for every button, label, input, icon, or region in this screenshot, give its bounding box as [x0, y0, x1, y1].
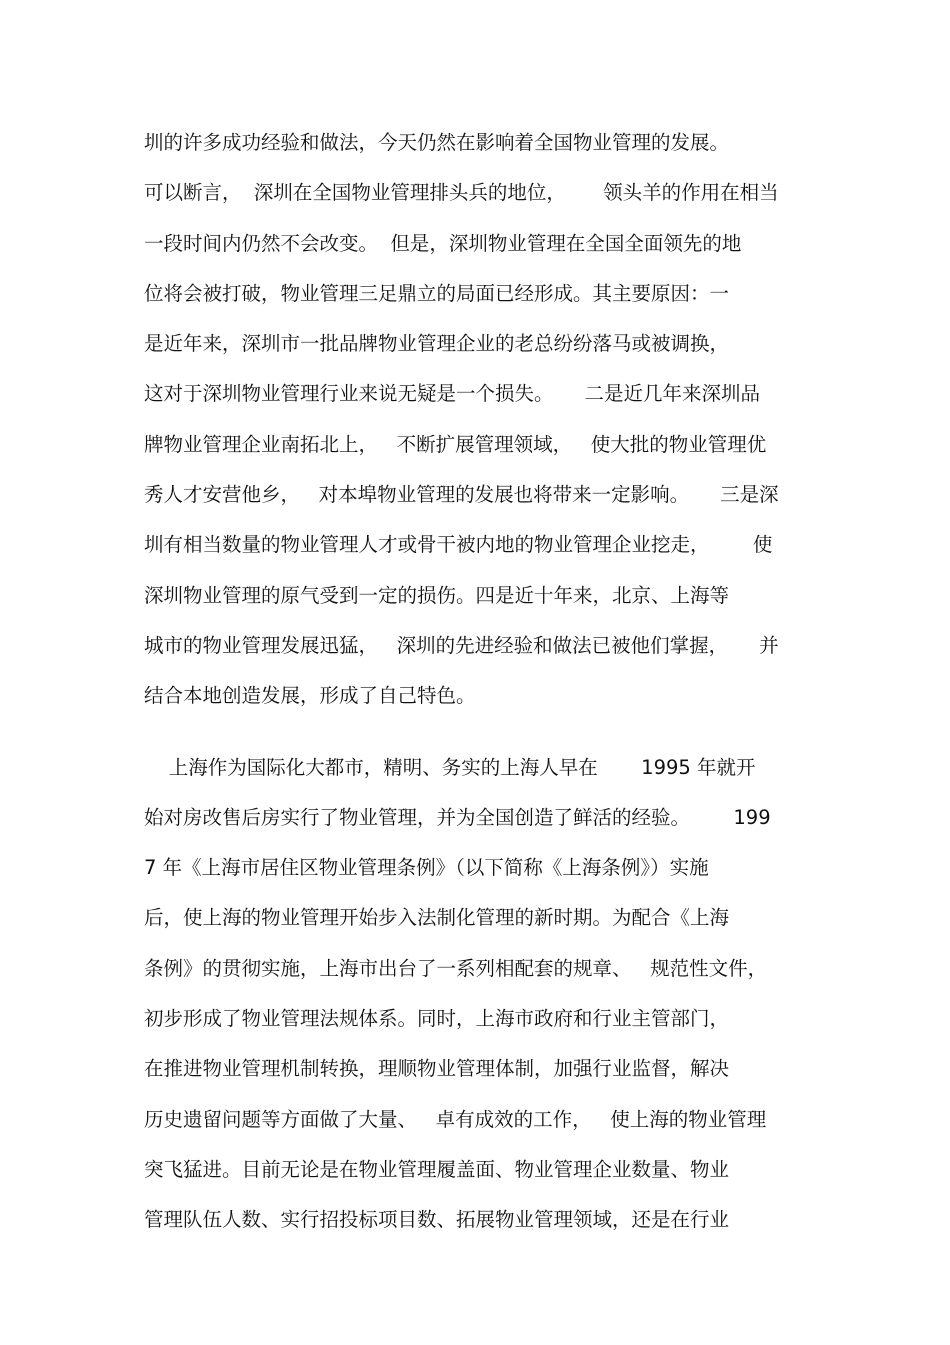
paragraph-1 — [144, 118, 814, 722]
text-line: 管理队伍人数、实行招投标项目数、拓展物业管理领域，还是在行业 — [144, 1208, 730, 1232]
text-line: 是近年来，深圳市一批品牌物业管理企业的老总纷纷落马或被调换， — [144, 332, 730, 356]
text-line: 深圳物业管理的原气受到一定的损伤。四是近十年来，北京、上海等 — [144, 583, 730, 607]
text-line: 上海作为国际化大都市，精明、务实的上海人早在 1995 年就开 — [144, 755, 756, 779]
text-line: 可以断言， 深圳在全国物业管理排头兵的地位， 领头羊的作用在相当 — [144, 181, 779, 205]
text-line: 秀人才安营他乡， 对本埠物业管理的发展也将带来一定影响。 三是深 — [144, 483, 779, 507]
text-line: 位将会被打破，物业管理三足鼎立的局面已经形成。其主要原因：一 — [144, 281, 730, 305]
paragraph-2 — [144, 743, 814, 1246]
text-line: 后，使上海的物业管理开始步入法制化管理的新时期。为配合《上海 — [144, 906, 730, 930]
text-line: 7 年《上海市居住区物业管理条例》（以下简称《上海条例》）实施 — [144, 856, 709, 880]
text-line: 圳的许多成功经验和做法，今天仍然在影响着全国物业管理的发展。 — [144, 131, 730, 154]
text-line: 结合本地创造发展，形成了自己特色。 — [144, 684, 476, 708]
text-line: 这对于深圳物业管理行业来说无疑是一个损失。 二是近几年来深圳品 — [144, 382, 760, 406]
document-body — [144, 118, 814, 1246]
text-line: 一段时间内仍然不会改变。 但是，深圳物业管理在全国全面领先的地 — [144, 231, 742, 255]
paragraph-gap — [144, 722, 814, 743]
text-line: 牌物业管理企业南拓北上， 不断扩展管理领域， 使大批的物业管理优 — [144, 432, 767, 456]
text-line: 始对房改售后房实行了物业管理，并为全国创造了鲜活的经验。 199 — [144, 805, 771, 829]
text-line: 历史遗留问题等方面做了大量、 卓有成效的工作， 使上海的物业管理 — [144, 1107, 767, 1131]
text-line: 突飞猛进。目前无论是在物业管理履盖面、物业管理企业数量、物业 — [144, 1157, 730, 1181]
text-line: 圳有相当数量的物业管理人才或骨干被内地的物业管理企业挖走， 使 — [144, 533, 773, 557]
text-line: 城市的物业管理发展迅猛， 深圳的先进经验和做法已被他们掌握， 并 — [144, 633, 779, 657]
text-line: 在推进物业管理机制转换，理顺物业管理体制，加强行业监督，解决 — [144, 1057, 730, 1081]
text-line: 条例》的贯彻实施，上海市出台了一系列相配套的规章、 规范性文件， — [144, 956, 768, 980]
text-line: 初步形成了物业管理法规体系。同时，上海市政府和行业主管部门， — [144, 1007, 730, 1031]
